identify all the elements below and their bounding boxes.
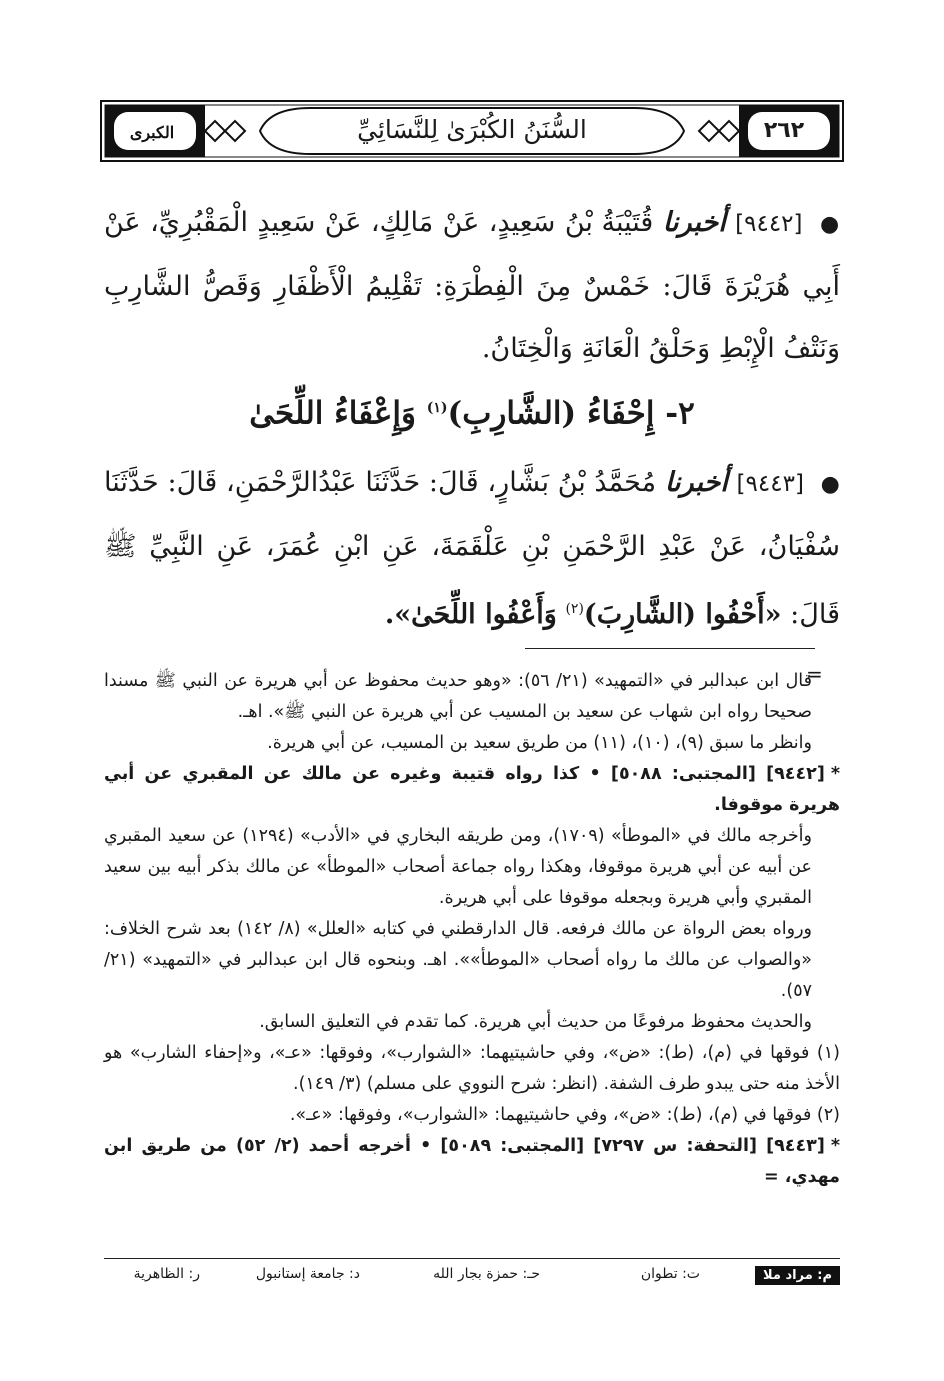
takhrij-9443 [104,1131,840,1193]
footnote-separator [525,648,815,649]
footer-rule [104,1258,840,1259]
page-number: ٢٦٢ [763,118,805,143]
takhrij-text: [٩٤٤٢] [المجتبى: ٥٠٨٨] • كذا رواه قتيبة وغيره عن مالك عن المقبري عن أبي هريرة موقوفا. [104,764,840,815]
chapter-heading [104,378,840,438]
takhrij-text: [٩٤٤٣] [التحفة: س ٧٢٩٧] [المجتبى: ٥٠٨٩] • أخرجه أحمد (٢/ ٥٢) من طريق ابن مهدي، = [104,1136,840,1187]
chapter-title-part1: إِحْفَاءُ (الشَّارِبِ) [447,395,655,432]
footnotes-block [104,666,840,1193]
footnote-paragraph: قال ابن عبدالبر في «التمهيد» (٢١/ ٥٦): «وهو حديث محفوظ عن أبي هريرة عن النبي ﷺ مسندا صحيحا رواه ابن شهاب عن سعيد بن المسيب عن أبي هريرة عن النبي ﷺ». اهـ. [104,671,812,722]
footnote-ref-2[interactable]: (٢) [565,601,584,617]
footnote-paragraph: والحديث محفوظ مرفوعًا من حديث أبي هريرة. كما تقدم في التعليق السابق. [259,1012,812,1032]
manuscript-legend [104,1262,840,1290]
star-icon: * [830,764,840,784]
footnote-ref-1[interactable]: (١) [426,400,448,416]
footnote-paragraph: وأخرجه مالك في «الموطأ» (١٧٠٩)، ومن طريقه البخاري في «الأدب» (١٢٩٤) عن سعيد المقبري عن أبيه عن أبي هريرة موقوفا، وهكذا رواه جماعة أصحاب «الموطأ» عن مالك بذكر أبيه بين سعيد المقبري وأبي هريرة وبجعله موقوفا على أبي هريرة. [104,826,812,908]
legend-d: د: جامعة إستانبول [255,1266,360,1282]
hadith-matn-part1: «أَحْفُوا (الشَّارِبَ) [583,599,782,630]
star-icon: * [830,1136,840,1156]
chapter-title-part2: وَإِعْفَاءُ اللِّحَىٰ [249,395,416,432]
hadith-9443 [104,452,840,646]
takhrij-9442 [104,759,840,821]
bullet-icon: ● [820,472,840,497]
hadith-9442 [104,192,840,380]
chapter-number: ٢- [665,395,695,432]
legend-h: حـ: حمزة بجار الله [433,1266,540,1282]
page-header [100,100,844,162]
akhbarana-word: أخبرنا [662,207,726,238]
bullet-icon: ● [819,212,840,237]
footnote-1: (١) فوقها في (م)، (ط): «ض»، وفي حاشيتيهما: «الشوارب»، وفوقها: «عـ»، و«إحفاء الشارب» هو الأخذ منه حتى يبدو طرف الشفة. (انظر: شرح النووي على مسلم) (٣/ ١٤٩). [104,1043,840,1094]
footnote-paragraph: وانظر ما سبق (٩)، (١٠)، (١١) من طريق سعيد بن المسيب، عن أبي هريرة. [267,733,812,753]
legend-r: ر: الظاهرية [133,1266,200,1282]
continuation-marker-start: = [806,662,823,686]
hadith-number: [٩٤٤٢] [735,211,803,237]
hadith-isnad: قُتَيْبَةُ بْنُ سَعِيدٍ، عَنْ مَالِكٍ، عَنْ سَعِيدٍ الْمَقْبُرِيِّ، عَنْ أَبِي هُرَيْرَةَ [104,207,841,302]
hadith-isnad: مُحَمَّدُ بْنُ بَشَّارٍ، قَالَ: حَدَّثَنَا عَبْدُالرَّحْمَنِ، قَالَ: حَدَّثَنَا سُفْيَانُ، عَنْ عَبْدِ الرَّحْمَنِ بْنِ عَلْقَمَةَ، عَنِ ابْنِ عُمَرَ، عَنِ النَّبِيِّ ﷺ قَالَ: [104,467,840,630]
legend-m: م: مراد ملا [755,1266,840,1285]
hadith-number: [٩٤٤٣] [736,471,804,497]
footnote-paragraph: ورواه بعض الرواة عن مالك فرفعه. قال الدارقطني في كتابه «العلل» (٨/ ١٤٢) بعد شرح الخلاف: «والصواب عن مالك ما رواه أصحاب «الموطأ»». اهـ. وبنحوه قال ابن عبدالبر في «التمهيد» (٢١/ ٥٧). [104,919,812,1001]
akhbarana-word: أخبرنا [664,467,728,498]
legend-t: ت: تطوان [640,1266,700,1282]
book-title: السُّنَنُ الكُبْرَىٰ لِلنَّسَائِيِّ [357,115,587,144]
hadith-matn-part2: وَأَعْفُوا اللِّحَىٰ». [384,599,557,630]
logo-text: الكبرى [129,123,175,142]
collection-logo-icon [104,104,200,158]
footnote-2: (٢) فوقها في (م)، (ط): «ض»، وفي حاشيتيهما: «الشوارب»، وفوقها: «عـ». [289,1105,840,1125]
hadith-matn: قَالَ: خَمْسٌ مِنَ الْفِطْرَةِ: تَقْلِيمُ الْأَظْفَارِ وَقَصُّ الشَّارِبِ وَنَتْفُ الْإِبْطِ وَحَلْقُ الْعَانَةِ وَالْخِتَانُ. [104,271,840,364]
